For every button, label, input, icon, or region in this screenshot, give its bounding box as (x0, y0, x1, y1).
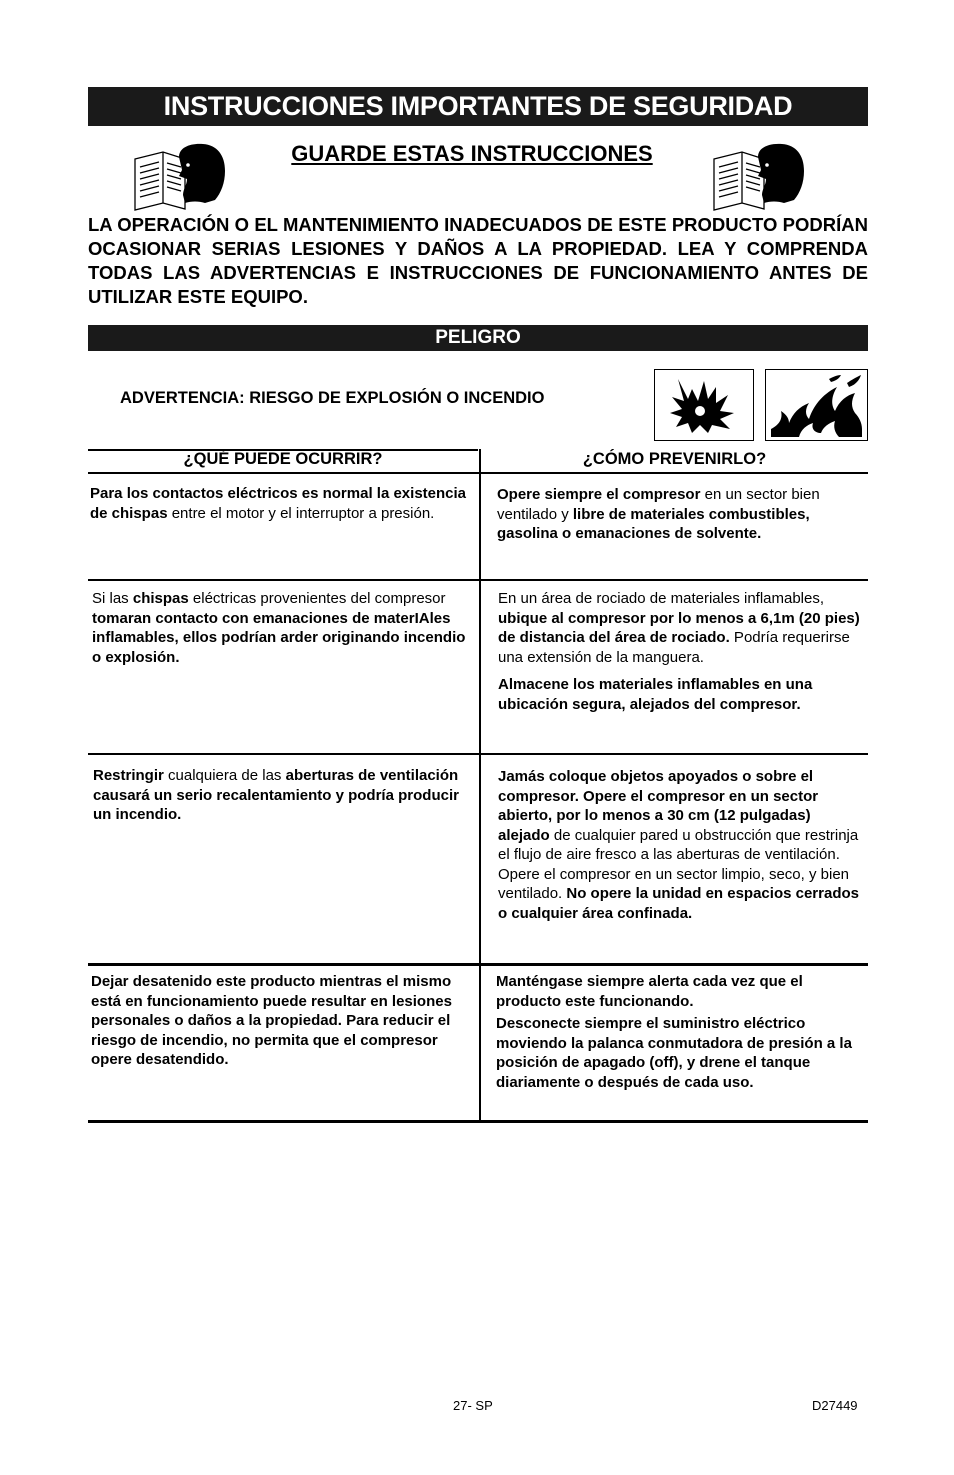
table-column-divider (479, 449, 481, 1122)
read-manual-icon (133, 143, 228, 213)
fire-hazard-symbol (765, 369, 868, 441)
table-cell-how: En un área de rociado de materiales inflamables, ubique al compresor por lo menos a 6,1m (20 pies) de distancia del área de rociado. Podría requerirse una extensión de la manguera. Almacene los materiales inflamables en una ubicación segura, alejados del compresor. (498, 590, 860, 713)
page-number: 27- SP (453, 1398, 493, 1413)
table-row-divider (88, 579, 868, 581)
intro-warning: LA OPERACIÓN O EL MANTENIMIENTO INADECUADOS DE ESTE PRODUCTO PODRÍAN OCASIONAR SERIAS LESIONES Y DAÑOS A LA PROPIEDAD. LEA Y COMPRENDA TODAS LAS ADVERTENCIAS E INSTRUCCIONES DE FUNCIONAMIENTO ANTES DE UTILIZAR ESTE EQUIPO. (88, 214, 868, 307)
table-cell-how: Opere siempre el compresor en un sector bien ventilado y libre de materiales combustibles, gasolina o emanaciones de solvente. (497, 486, 820, 542)
danger-banner: PELIGRO (88, 325, 868, 351)
explosion-icon (658, 373, 750, 437)
warning-heading: ADVERTENCIA: RIESGO DE EXPLOSIÓN O INCENDIO (120, 389, 545, 407)
table-cell-how: Jamás coloque objetos apoyados o sobre el compresor. Opere el compresor en un sector abierto, por lo menos a 30 cm (12 pulgadas) alejado de cualquier pared u obstrucción que restrinja el flujo de aire fresco a las aberturas de ventilación. Opere el compresor en un sector limpio, seco, y bien ventilado. No opere la unidad en espacios cerrados o cualquier área confinada. (498, 768, 859, 922)
fire-icon (769, 373, 864, 437)
column-header-what: ¿QUÉ PUEDE OCURRIR? (183, 450, 383, 468)
page-title: INSTRUCCIONES IMPORTANTES DE SEGURIDAD (88, 87, 868, 126)
table-header-rule (88, 472, 868, 474)
read-manual-icon (712, 143, 807, 213)
table-cell-how: Manténgase siempre alerta cada vez que el producto este funcionando. Desconecte siempre el suministro eléctrico moviendo la palanca conmutadora de presión a la posición de apagado (off), y drene el tanque diariamente o después de cada uso. (496, 973, 852, 1091)
table-bottom-rule (88, 1120, 868, 1123)
document-code: D27449 (812, 1398, 858, 1413)
column-header-how: ¿CÓMO PREVENIRLO? (582, 450, 767, 468)
table-cell-what: Para los contactos eléctricos es normal la existencia de chispas entre el motor y el interruptor a presión. (90, 485, 467, 522)
table-cell-what: Restringir cualquiera de las aberturas de ventilación causará un serio recalentamiento y podría producir un incendio. (93, 767, 459, 823)
table-row-divider (88, 753, 868, 755)
table-row-divider (88, 963, 868, 966)
explosion-hazard-symbol (654, 369, 754, 441)
table-cell-what: Dejar desatenido este producto mientras el mismo está en funcionamiento puede resultar en lesiones personales o daños a la propiedad. Para reducir el riesgo de incendio, no permita que el compresor opere desatendido. (91, 973, 452, 1068)
section-subtitle: GUARDE ESTAS INSTRUCCIONES (291, 141, 653, 166)
table-cell-what: Si las chispas eléctricas provenientes del compresor tomaran contacto con emanaciones de materIAles inflamables, ellos podrían arder originando incendio o explosión. (92, 590, 466, 666)
